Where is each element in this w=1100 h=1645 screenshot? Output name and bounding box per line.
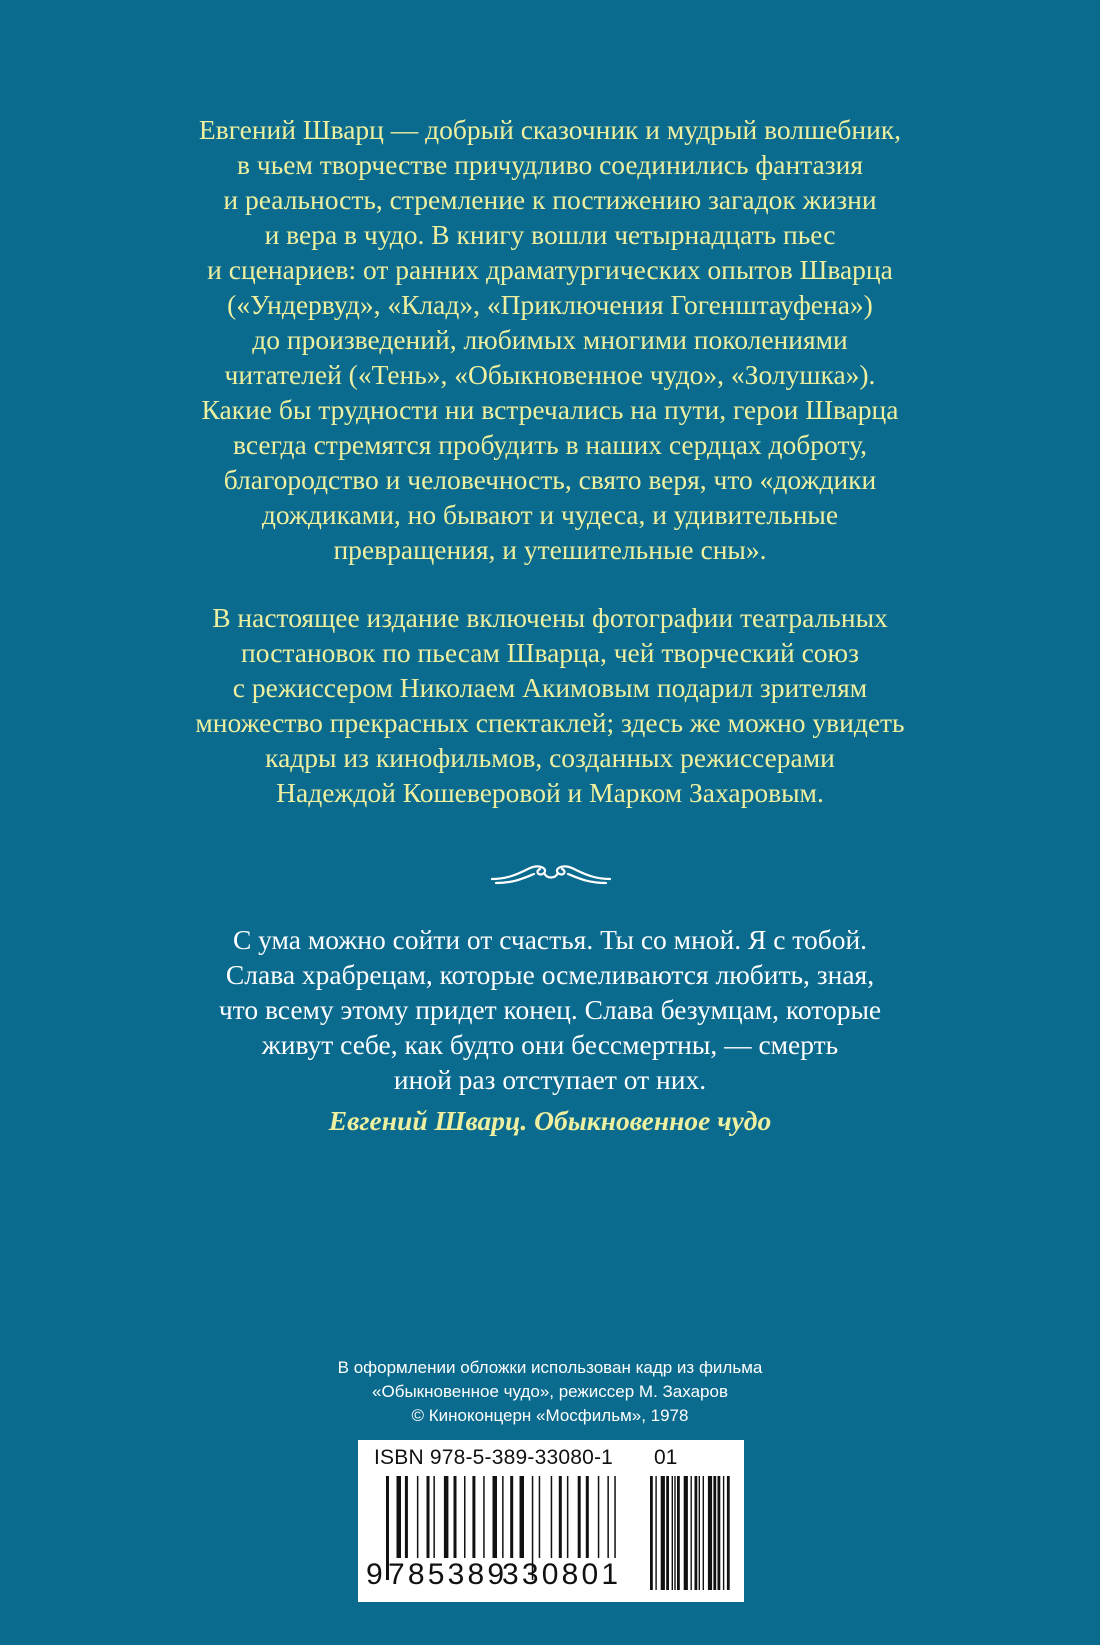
barcode-bar [723,1476,724,1590]
barcode-bar [405,1476,408,1558]
barcode-bar [578,1476,581,1558]
epigraph-quote [110,922,990,1138]
barcode-bar [417,1476,419,1558]
barcode-bar [397,1476,402,1558]
barcode-bar [727,1476,730,1590]
barcode-bar [703,1476,704,1590]
barcode-bar [472,1476,475,1558]
barcode-bar [674,1476,675,1590]
barcode-left-digits: 785389 [388,1558,508,1591]
barcode-bar [493,1476,498,1558]
credits-line: В оформлении обложки использован кадр из фильма [337,1358,763,1377]
quote-text: С ума можно сойти от счастья. Ты со мной. Я с тобой. Слава храбрецам, которые осмеливаются любить, зная, что всему этому придет конец. Слава безумцам, которые живут себе, как будто они бессмертны, — смерть иной раз отступает от них. [218,924,882,1095]
barcode-right-digits: 330801 [502,1558,622,1591]
barcode-bar [695,1476,698,1590]
barcode-bar [510,1476,513,1558]
barcode-bar [454,1476,457,1558]
barcode-bar [520,1476,525,1558]
barcode-bar [502,1476,504,1558]
barcode-bar [427,1476,430,1558]
barcode-first-digit: 9 [366,1558,383,1591]
flourish-ornament-icon [490,858,612,888]
barcode-bar [607,1476,609,1558]
barcode-bar [650,1476,653,1590]
barcode-bar [444,1476,449,1558]
barcode-bar [614,1476,616,1558]
description-paragraph-1: Евгений Шварц — добрый сказочник и мудрый волшебник, в чьем творчестве причудливо соединились фантазия и реальность, стремление к постижению загадок жизни и вера в чудо. В книгу вошли четырнадцать пьес и сценариев: от ранних драматургических опытов Шварца («Ундервуд», «Клад», «Приключения Гогенштауфена») до произведений, любимых многими поколениями читателей («Тень», «Обыкновенное чудо», «Золушка»). Какие бы трудности ни встречались на пути, герои Шварца всегда стремятся пробудить в наших сердцах доброту, благородство и человечность, свято веря, что «дождики дождиками, но бывают и чудеса, и удивительные превращения, и утешительные сны». [198,114,902,565]
barcode-bar [699,1476,700,1590]
description-paragraph-2: В настоящее издание включены фотографии театральных постановок по пьесам Шварца, чей творческий союз с режиссером Николаем Акимовым подарил зрителям множество прекрасных спектаклей; здесь же можно увидеть кадры из кинофильмов, созданных режиссерами Надеждой Кошеверовой и Марком Захаровым. [195,602,905,808]
barcode-bar [708,1476,712,1590]
isbn-label: ISBN 978-5-389-33080-1 [374,1446,614,1469]
isbn-addon-label: 01 [654,1446,678,1469]
cover-credits [250,1356,850,1428]
barcode-bar [684,1476,688,1590]
quote-attribution: Евгений Шварц. Обыкновенное чудо [328,1105,772,1136]
credits-line: «Обыкновенное чудо», режиссер М. Захаров [372,1382,728,1401]
barcode-bar [718,1476,721,1590]
barcode-bar [539,1476,541,1558]
barcode-bar [691,1476,692,1590]
barcode-bar [672,1476,673,1590]
barcode-bar [666,1476,669,1590]
credits-line: © Киноконцерн «Мосфильм», 1978 [411,1406,689,1425]
barcode-bar [713,1476,716,1590]
barcode-bar [559,1476,562,1558]
isbn-barcode [358,1440,744,1602]
barcode-bar [598,1476,600,1558]
book-description [110,112,990,810]
barcode-bar [483,1476,485,1558]
barcode-bar [433,1476,435,1558]
barcode-bar [661,1476,665,1590]
barcode-bar [567,1476,569,1558]
barcode-bar [677,1476,680,1590]
barcode-bar [551,1476,553,1558]
barcode-bar [655,1476,656,1590]
barcode-bar [464,1476,466,1558]
barcode-bar [586,1476,589,1558]
